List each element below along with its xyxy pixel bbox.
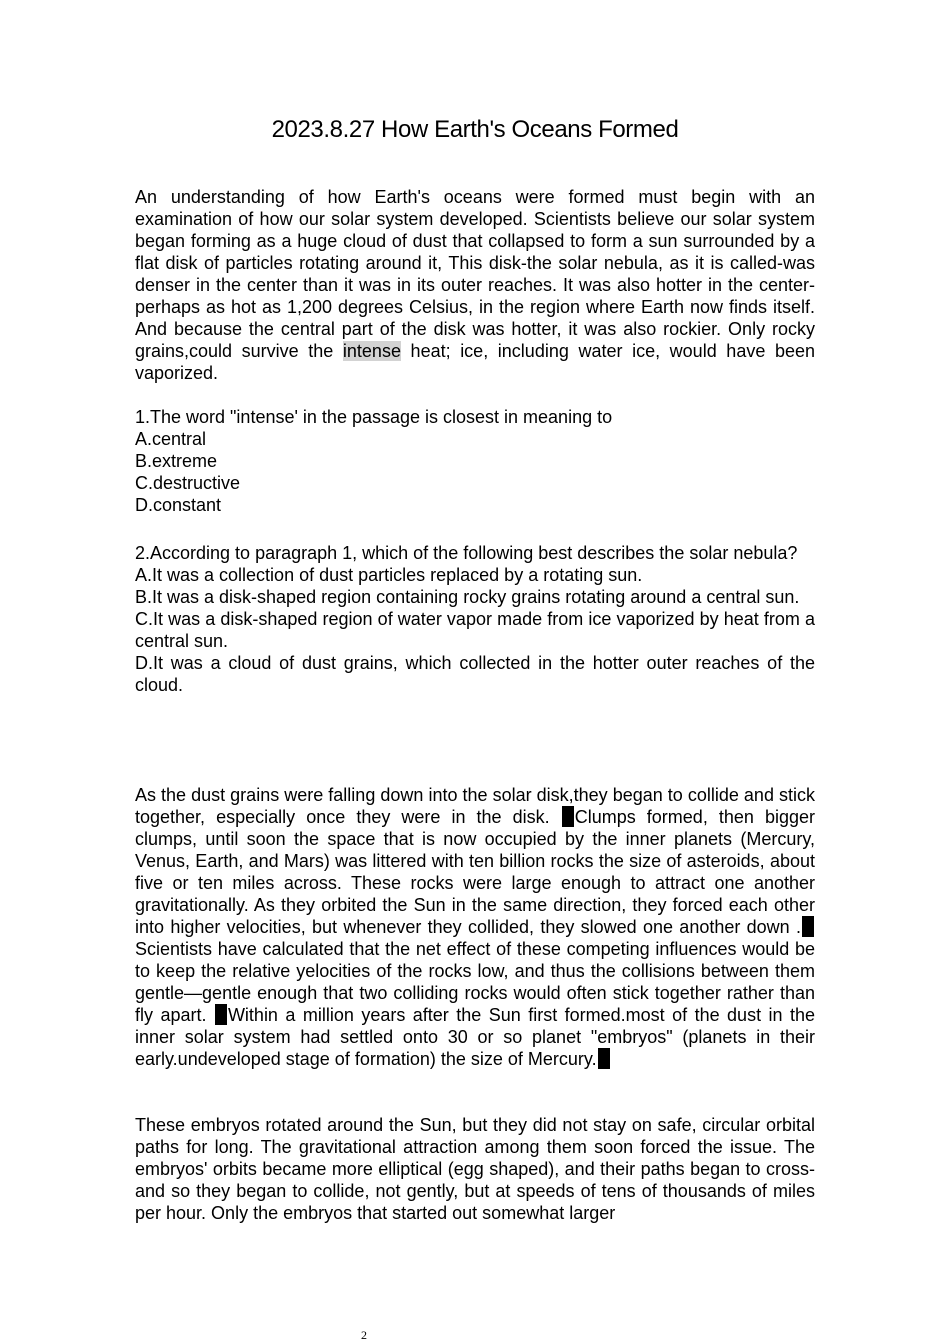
highlighted-word: intense xyxy=(342,341,401,361)
question-2-option-d: D.It was a cloud of dust grains, which collected in the hotter outer reaches of the cloud. xyxy=(135,653,815,695)
paragraph-2-part-1: As the dust grains were falling down into the solar disk,they began to collide and stick together, especially once they were in the disk. xyxy=(135,785,815,827)
insertion-square-2 xyxy=(802,916,814,937)
question-2-option-b: B.It was a disk-shaped region containing rocky grains rotating around a central sun. xyxy=(135,587,800,607)
paragraph-3 xyxy=(135,1114,815,1224)
question-1-option-b: B.extreme xyxy=(135,451,218,471)
question-1-option-c: C.destructive xyxy=(135,473,241,493)
question-1-option-a: A.central xyxy=(135,429,207,449)
question-1 xyxy=(135,406,815,516)
page-number: 2 xyxy=(361,1328,367,1342)
paragraph-2-part-4: Within a million years after the Sun first formed.most of the dust in the inner solar system had settled onto 30 or so planet "embryos" (planets in their early.undeveloped stage of formation) the size of Mercury. xyxy=(135,1005,816,1069)
paragraph-1 xyxy=(135,186,815,384)
paragraph-2 xyxy=(135,784,815,1070)
question-2-option-a: A.It was a collection of dust particles replaced by a rotating sun. xyxy=(135,565,643,585)
paragraph-1-text-after: heat; ice, including water ice, would have been vaporized. xyxy=(135,341,815,383)
paragraph-3-text: These embryos rotated around the Sun, but they did not stay on safe, circular orbital paths for long. The gravitational attraction among them soon forced the issue. The embryos' orbits became more elliptical (egg shaped), and their paths began to cross-and so they began to collide, not gently, but at speeds of tens of thousands of miles per hour. Only the embryos that started out somewhat larger xyxy=(135,1115,815,1223)
paragraph-2-part-2: Clumps formed, then bigger clumps, until soon the space that is now occupied by the inner planets (Mercury, Venus, Earth, and Mars) was littered with ten billion rocks the size of asteroids, about five or ten miles across. These rocks were large enough to attract one another gravitationally. As they orbited the Sun in the same direction, they forced each other into higher velocities, but whenever they collided, they slowed one another down . xyxy=(135,807,816,937)
page-title: 2023.8.27 How Earth's Oceans Formed xyxy=(271,116,679,143)
paragraph-2-part-3: Scientists have calculated that the net effect of these competing influences would be to keep the relative yelocities of the rocks low, and thus the collisions between them gentle—gentle enough that two colliding rocks would often stick together rather than fly apart. xyxy=(135,939,815,1025)
question-1-option-d: D.constant xyxy=(135,495,222,515)
question-2-option-c: C.It was a disk-shaped region of water vapor made from ice vaporized by heat from a central sun. xyxy=(135,609,815,651)
question-2 xyxy=(135,542,815,696)
paragraph-1-text-before: An understanding of how Earth's oceans were formed must begin with an examination of how our solar system developed. Scientists believe our solar system began forming as a huge cloud of dust that collapsed to form a sun surrounded by a flat disk of particles rotating around it, This disk-the solar nebula, as it is called-was denser in the center than it was in its outer reaches. It was also hotter in the center-perhaps as hot as 1,200 degrees Celsius, in the region where Earth now finds itself. And because the central part of the disk was hotter, it was also rockier. Only rocky grains,could survive the xyxy=(135,187,815,361)
question-1-stem: 1.The word "intense' in the passage is closest in meaning to xyxy=(135,407,613,427)
paragraph-2-text xyxy=(135,784,815,1070)
paragraph-1-text xyxy=(135,186,815,384)
question-2-stem: 2.According to paragraph 1, which of the following best describes the solar nebula? xyxy=(135,543,798,563)
insertion-square-3 xyxy=(215,1004,227,1025)
insertion-square-4 xyxy=(598,1048,610,1069)
insertion-square-1 xyxy=(562,806,574,827)
